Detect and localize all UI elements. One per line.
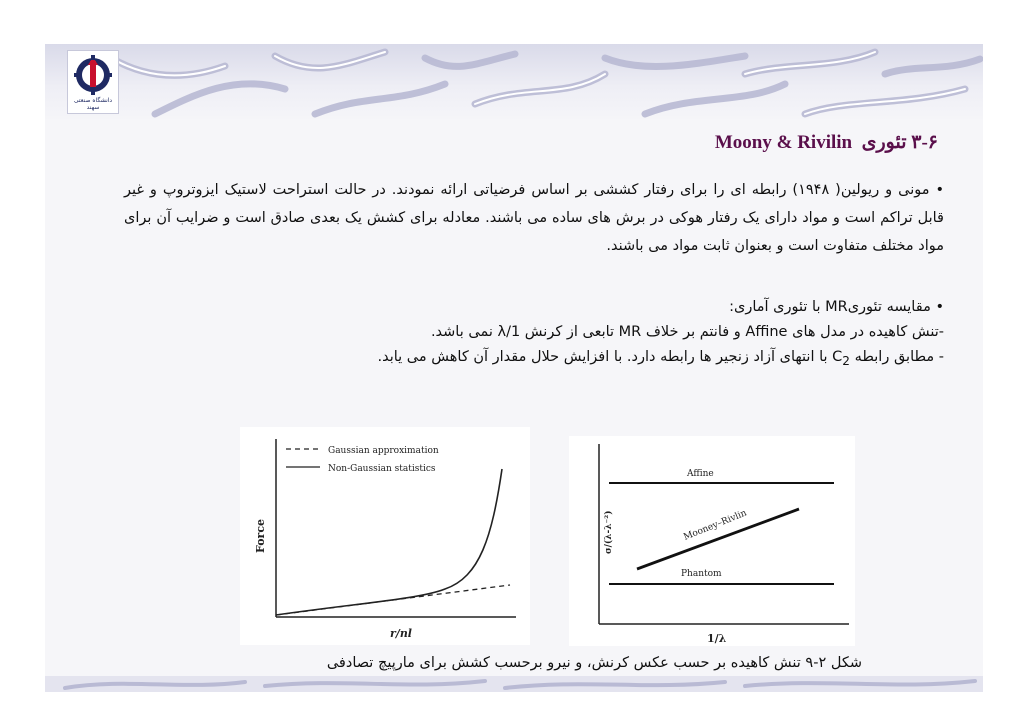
non-gaussian-curve [276, 469, 502, 615]
phantom-label: Phantom [681, 569, 722, 579]
affine-label: Affine [687, 469, 714, 479]
comparison-heading: • مقایسه تئوریMR با تئوری آماری: [729, 299, 944, 315]
legend-dashed-label: Gaussian approximation [328, 446, 439, 456]
slide-title [715, 131, 938, 154]
line2-part-a: - مطابق رابطه C [832, 349, 944, 365]
mooney-rivlin-label: Mooney–Rivlin [682, 508, 749, 543]
comparison-line-2 [124, 345, 944, 374]
figure-reduced-stress [569, 436, 855, 646]
line2-part-b: با انتهای آزاد زنجیر ها رابطه دارد. با افزایش حلال مقدار آن کاهش می یابد. [377, 349, 833, 365]
figure-caption: شکل ۲-۹ تنش کاهیده بر حسب عکس کرنش، و نیرو برحسب کشش برای مارپیچ تصادفی [326, 655, 862, 671]
mooney-rivlin-line [637, 509, 799, 569]
intro-paragraph: • مونی و ریولین( ۱۹۴۸) رابطه ای را برای رفتار کششی بر اساس فرضیاتی ارائه نمودند. در حالت استراحت لاستیک ایزوتروپ و غیر قابل تراکم است و مواد دارای یک رفتار هوکی در برش های ساده می باشند. معادله برای کشش یک بعدی صادق است و ضرایب آن برای مواد مختلف متفاوت است و بعنوان ثابت مواد می باشند. [124, 182, 944, 254]
x-axis-label: r/nl [390, 627, 412, 640]
line2-subscript: 2 [842, 353, 850, 368]
title-latin: Moony & Rivilin [714, 132, 853, 153]
comparison-line-1: -تنش کاهیده در مدل های Affine و فانتم بر خلاف MR تابعی از کرنش 1/λ نمی باشد. [430, 324, 944, 340]
footer-banner [45, 676, 983, 692]
header-banner [45, 44, 983, 122]
title-number: ۳-۶ [911, 132, 938, 153]
university-logo [67, 50, 119, 114]
comparison-block [124, 295, 944, 374]
figure-force-vs-extension [240, 427, 530, 645]
y-axis-label: Force [254, 518, 267, 553]
y-axis-label: σ/(λ-λ⁻²) [604, 510, 614, 554]
x-axis-label: 1/λ [707, 632, 727, 645]
logo-caption: دانشگاه صنعتی سهند [73, 97, 113, 111]
legend-solid-label: Non-Gaussian statistics [328, 464, 436, 474]
title-word: تئوری [861, 132, 907, 153]
